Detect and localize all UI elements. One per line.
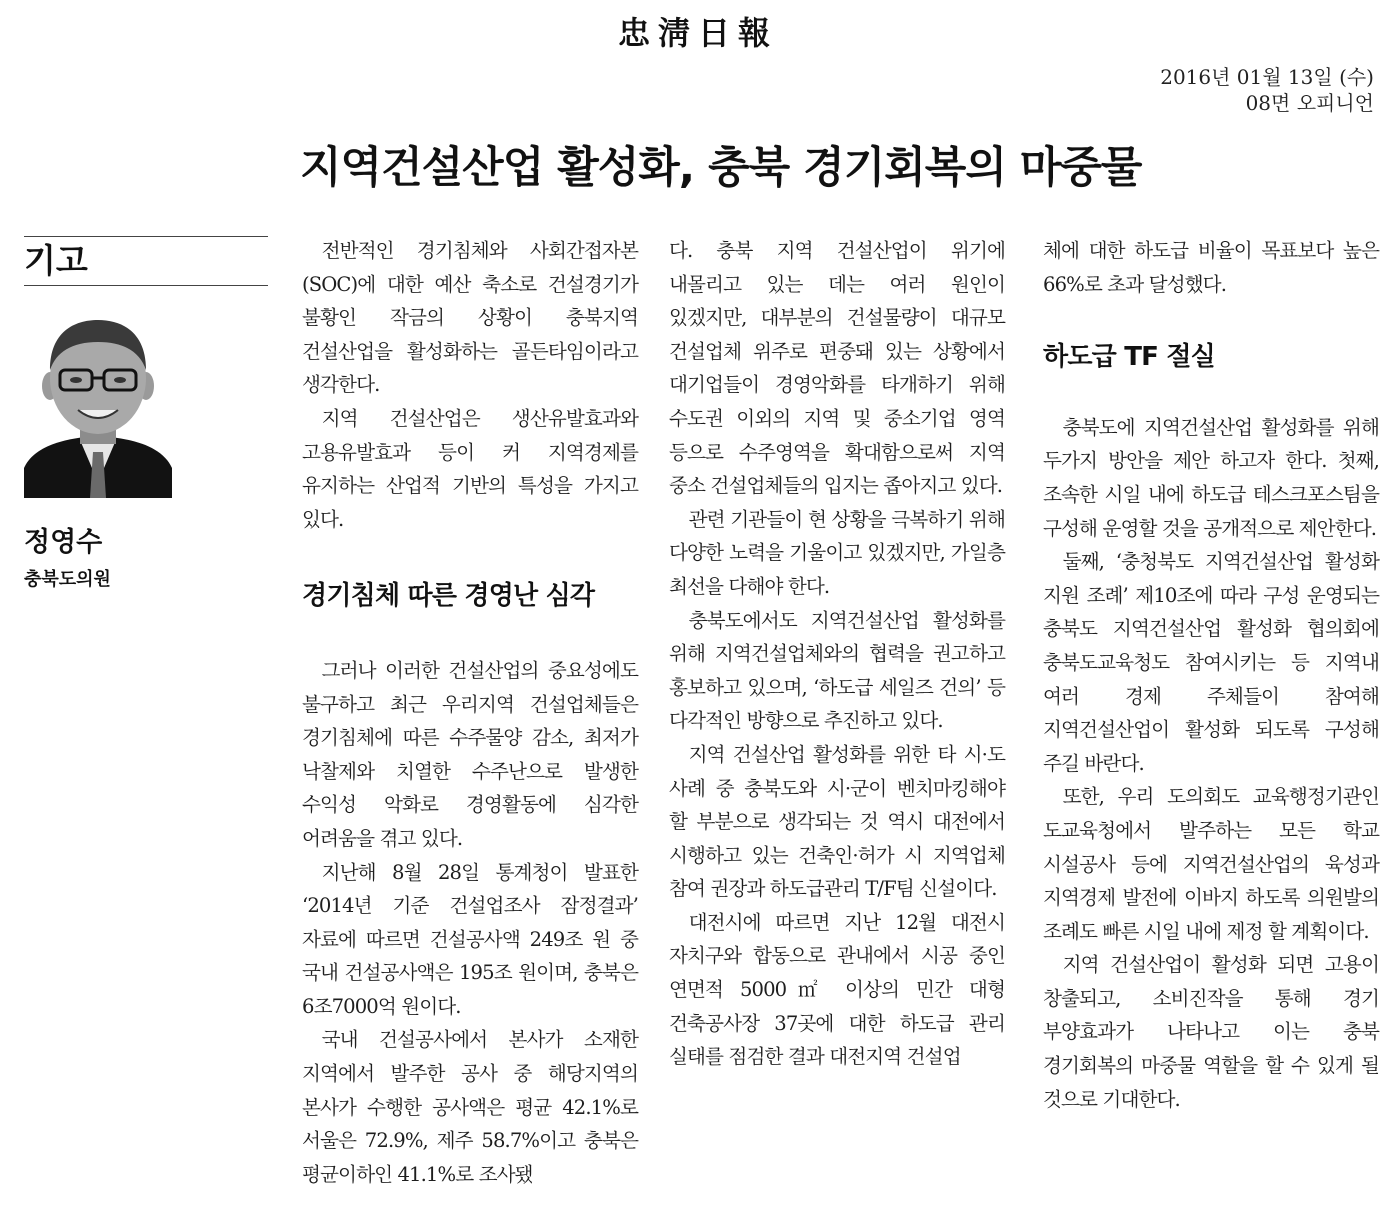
publication-date: 2016년 01월 13일 (수)	[1160, 65, 1374, 89]
author-name: 정영수	[24, 527, 103, 558]
author-sidebar	[24, 236, 268, 591]
paragraph: 체에 대한 하도급 비율이 목표보다 높은 66%로 초과 달성했다.	[1043, 239, 1379, 296]
paragraph: 다. 충북 지역 건설산업이 위기에 내몰리고 있는 데는 여러 원인이 있겠지만, 대부분의 건설물량이 대규모 건설업체 위주로 편중돼 있는 상황에서 대기업들이 경영악화를 타개하기 위해 수도권 이외의 지역 및 중소기업 영역 등으로 수주영역을 확대함으로써 지역 중소 건설업체들의 입지는 좁아지고 있다.	[669, 239, 1005, 498]
paragraph: 또한, 우리 도의회도 교육행정기관인 도교육청에서 발주하는 모든 학교 시설공사 등에 지역건설산업의 육성과 지역경제 발전에 이바지 하도록 의원발의 조례도 빠른 시일 내에 제정 할 계획이다.	[1043, 785, 1379, 943]
paragraph: 지난해 8월 28일 통계청이 발표한 ‘2014년 기준 건설업조사 잠정결과’ 자료에 따르면 건설공사액 249조 원 중 국내 건설공사액은 195조 원이며, 충북은 6조7000억 원이다.	[302, 860, 638, 1018]
paragraph: 그러나 이러한 건설산업의 중요성에도 불구하고 최근 우리지역 건설업체들은 경기침체에 따른 수주물양 감소, 최저가 낙찰제와 치열한 수주난으로 발생한 수익성 악화로 경영활동에 심각한 어려움을 겪고 있다.	[302, 658, 638, 850]
paragraph: 지역 건설산업이 활성화 되면 고용이 창출되고, 소비진작을 통해 경기 부양효과가 나타나고 이는 충북 경기회복의 마중물 역할을 할 수 있게 될 것으로 기대한다.	[1043, 953, 1379, 1111]
page-section: 08면 오피니언	[1245, 91, 1374, 115]
bottom-rule	[24, 285, 268, 286]
newspaper-masthead: 忠淸日報	[617, 14, 778, 52]
article-headline: 지역건설산업 활성화, 충북 경기회복의 마중물	[300, 143, 1142, 193]
article-column-2	[669, 234, 1005, 1074]
subheading: 하도급 TF 절실	[1043, 342, 1215, 373]
article-column-1	[302, 234, 638, 1191]
paragraph: 충북도에 지역건설산업 활성화를 위해 두가지 방안을 제안 하고자 한다. 첫째, 조속한 시일 내에 하도급 테스크포스팀을 구성해 운영할 것을 공개적으로 제안한다.	[1043, 415, 1379, 540]
paragraph: 둘째, ‘충청북도 지역건설산업 활성화 지원 조례’ 제10조에 따라 구성 운영되는 충북도 지역건설산업 활성화 협의회에 충북도교육청도 참여시키는 등 지역내 여러 경제 주체들이 참여해 지역건설산업이 활성화 되도록 구성해 주길 바란다.	[1043, 550, 1379, 775]
column-label: 기고	[24, 241, 88, 280]
author-title: 충북도의원	[24, 569, 111, 590]
paragraph: 국내 건설공사에서 본사가 소재한 지역에서 발주한 공사 중 해당지역의 본사가 수행한 공사액은 평균 42.1%로 서울은 72.9%, 제주 58.7%이고 충북은 평균이하인 41.1%로 조사됐	[302, 1028, 638, 1186]
paragraph: 지역 건설산업 활성화를 위한 타 시·도 사례 중 충북도와 시·군이 벤치마킹해야 할 부분으로 생각되는 것 역시 대전에서 시행하고 있는 건축인·허가 시 지역업체 참여 권장과 하도급관리 T/F팀 신설이다.	[669, 742, 1005, 901]
paragraph: 전반적인 경기침체와 사회간접자본(SOC)에 대한 예산 축소로 건설경기가 불황인 작금의 상황이 충북지역 건설산업을 활성화하는 골든타임이라고 생각한다.	[302, 239, 638, 397]
paragraph: 충북도에서도 지역건설산업 활성화를 위해 지역건설업체와의 협력을 권고하고 홍보하고 있으며, ‘하도급 세일즈 건의’ 등 다각적인 방향으로 추진하고 있다.	[669, 608, 1005, 733]
paragraph: 대전시에 따르면 지난 12월 대전시 자치구와 합동으로 관내에서 시공 중인 연면적 5000㎡ 이상의 민간 대형 건축공사장 37곳에 대한 하도급 관리 실태를 점검한 결과 대전지역 건설업	[669, 910, 1005, 1069]
article-column-3	[1043, 234, 1379, 1116]
author-photo	[24, 312, 172, 498]
subheading: 경기침체 따른 경영난 심각	[302, 581, 595, 612]
dateline	[1160, 64, 1374, 116]
paragraph: 관련 기관들이 현 상황을 극복하기 위해 다양한 노력을 기울이고 있겠지만, 가일층 최선을 다해야 한다.	[669, 507, 1005, 598]
paragraph: 지역 건설산업은 생산유발효과와 고용유발효과 등이 커 지역경제를 유지하는 산업적 기반의 특성을 가지고 있다.	[302, 406, 638, 531]
